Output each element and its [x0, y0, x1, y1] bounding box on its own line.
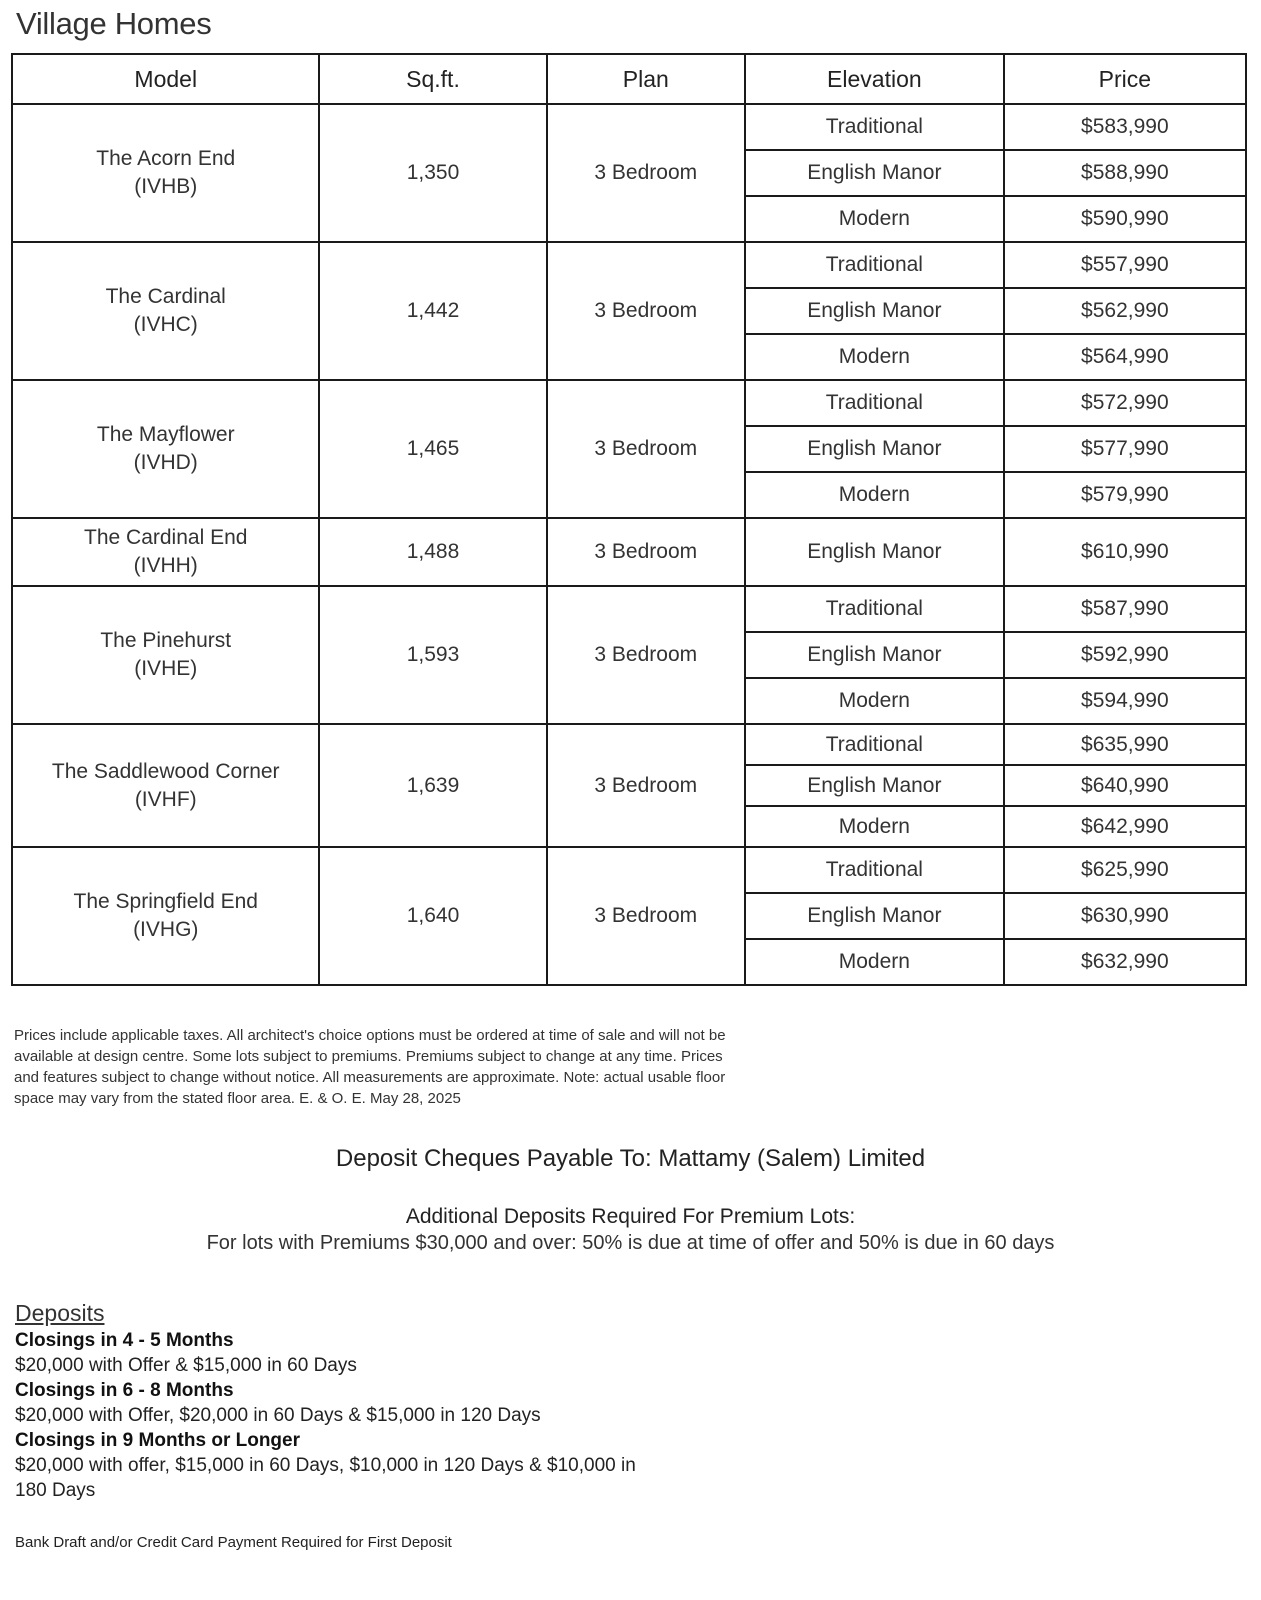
sqft-cell: 1,639 [319, 724, 546, 847]
model-name: The Springfield End [73, 890, 258, 913]
price-cell: $583,990 [1004, 104, 1246, 150]
model-cell [12, 380, 319, 518]
price-cell: $632,990 [1004, 939, 1246, 985]
model-code: (IVHC) [133, 313, 198, 336]
model-code: (IVHD) [133, 451, 198, 474]
header-price: Price [1004, 54, 1246, 104]
price-cell: $640,990 [1004, 765, 1246, 806]
deposit-schedule: $20,000 with Offer, $20,000 in 60 Days & $15,000 in 120 Days [15, 1405, 541, 1426]
table-header-row [12, 54, 1246, 104]
sqft-cell: 1,488 [319, 518, 546, 586]
premium-lots-heading: Additional Deposits Required For Premium Lots: [405, 1205, 856, 1228]
elevation-cell: Traditional [745, 380, 1004, 426]
plan-cell: 3 Bedroom [547, 104, 746, 242]
price-cell: $588,990 [1004, 150, 1246, 196]
price-cell: $635,990 [1004, 724, 1246, 765]
elevation-cell: Modern [745, 939, 1004, 985]
price-cell: $562,990 [1004, 288, 1246, 334]
elevation-cell: English Manor [745, 518, 1004, 586]
sqft-cell: 1,350 [319, 104, 546, 242]
sqft-cell: 1,442 [319, 242, 546, 380]
price-cell: $577,990 [1004, 426, 1246, 472]
elevation-cell: English Manor [745, 288, 1004, 334]
page-title: Village Homes [16, 6, 212, 41]
elevation-cell: Traditional [745, 242, 1004, 288]
elevation-cell: English Manor [745, 893, 1004, 939]
deposits-title: Deposits [15, 1300, 105, 1326]
price-cell: $594,990 [1004, 678, 1246, 724]
sqft-cell: 1,593 [319, 586, 546, 724]
plan-cell: 3 Bedroom [547, 518, 746, 586]
elevation-cell: Modern [745, 678, 1004, 724]
elevation-cell: Modern [745, 472, 1004, 518]
model-name: The Acorn End [96, 147, 236, 170]
premium-lots-text: For lots with Premiums $30,000 and over: 50% is due at time of offer and 50% is due in 60 days [206, 1232, 1055, 1254]
header-sqft: Sq.ft. [319, 54, 546, 104]
deposit-schedule: $20,000 with offer, $15,000 in 60 Days, $10,000 in 120 Days & $10,000 in 180 Days [15, 1455, 636, 1501]
model-cell [12, 242, 319, 380]
price-cell: $610,990 [1004, 518, 1246, 586]
elevation-cell: Traditional [745, 724, 1004, 765]
elevation-cell: Modern [745, 806, 1004, 847]
price-cell: $579,990 [1004, 472, 1246, 518]
model-code: (IVHF) [134, 787, 197, 811]
header-model: Model [12, 54, 319, 104]
model-cell [12, 847, 319, 985]
model-name: The Cardinal [105, 285, 226, 308]
model-code: (IVHE) [134, 657, 198, 680]
model-cell [12, 104, 319, 242]
plan-cell: 3 Bedroom [547, 586, 746, 724]
price-cell: $592,990 [1004, 632, 1246, 678]
table-row [12, 380, 1246, 426]
elevation-cell: Traditional [745, 847, 1004, 893]
elevation-cell: Modern [745, 334, 1004, 380]
price-cell: $564,990 [1004, 334, 1246, 380]
table-row [12, 104, 1246, 150]
model-name: The Cardinal End [84, 526, 248, 549]
plan-cell: 3 Bedroom [547, 380, 746, 518]
elevation-cell: English Manor [745, 150, 1004, 196]
model-name: The Mayflower [96, 423, 235, 446]
deposits-section [15, 1298, 655, 1503]
price-cell: $590,990 [1004, 196, 1246, 242]
disclaimer-text: Prices include applicable taxes. All architect's choice options must be ordered at time of sale and will not be available at design centre. Some lots subject to premiums. Premiums subject to change at any time. Prices and features subject to change without notice. All measurements are approximate. Note: actual usable floor space may vary from the stated floor area. E. & O. E. May 28, 2025 [14, 1027, 726, 1107]
model-name: The Saddlewood Corner [51, 759, 280, 783]
deposit-heading: Closings in 9 Months or Longer [15, 1430, 300, 1451]
model-code: (IVHB) [134, 175, 198, 198]
model-code: (IVHH) [133, 554, 198, 577]
plan-cell: 3 Bedroom [547, 847, 746, 985]
header-elevation: Elevation [745, 54, 1004, 104]
table-row [12, 586, 1246, 632]
sqft-cell: 1,640 [319, 847, 546, 985]
deposit-heading: Closings in 6 - 8 Months [15, 1380, 234, 1401]
table-row [12, 242, 1246, 288]
model-code: (IVHG) [133, 918, 199, 941]
price-cell: $572,990 [1004, 380, 1246, 426]
sqft-cell: 1,465 [319, 380, 546, 518]
elevation-cell: English Manor [745, 632, 1004, 678]
first-deposit-note: Bank Draft and/or Credit Card Payment Required for First Deposit [15, 1534, 452, 1551]
table-row [12, 518, 1246, 586]
plan-cell: 3 Bedroom [547, 724, 746, 847]
plan-cell: 3 Bedroom [547, 242, 746, 380]
price-cell: $587,990 [1004, 586, 1246, 632]
price-cell: $557,990 [1004, 242, 1246, 288]
table-body [12, 104, 1246, 985]
elevation-cell: Modern [745, 196, 1004, 242]
elevation-cell: English Manor [745, 426, 1004, 472]
model-cell [12, 724, 319, 847]
table-row [12, 847, 1246, 893]
elevation-cell: Traditional [745, 586, 1004, 632]
deposit-schedule: $20,000 with Offer & $15,000 in 60 Days [15, 1355, 357, 1376]
deposit-heading: Closings in 4 - 5 Months [15, 1330, 234, 1351]
header-plan: Plan [547, 54, 746, 104]
elevation-cell: Traditional [745, 104, 1004, 150]
pricing-table [11, 53, 1247, 986]
payable-to-text: Deposit Cheques Payable To: Mattamy (Salem) Limited [335, 1145, 926, 1172]
elevation-cell: English Manor [745, 765, 1004, 806]
model-cell [12, 518, 319, 586]
price-cell: $630,990 [1004, 893, 1246, 939]
table-row [12, 724, 1246, 765]
price-cell: $642,990 [1004, 806, 1246, 847]
model-name: The Pinehurst [100, 629, 232, 652]
model-cell [12, 586, 319, 724]
price-cell: $625,990 [1004, 847, 1246, 893]
